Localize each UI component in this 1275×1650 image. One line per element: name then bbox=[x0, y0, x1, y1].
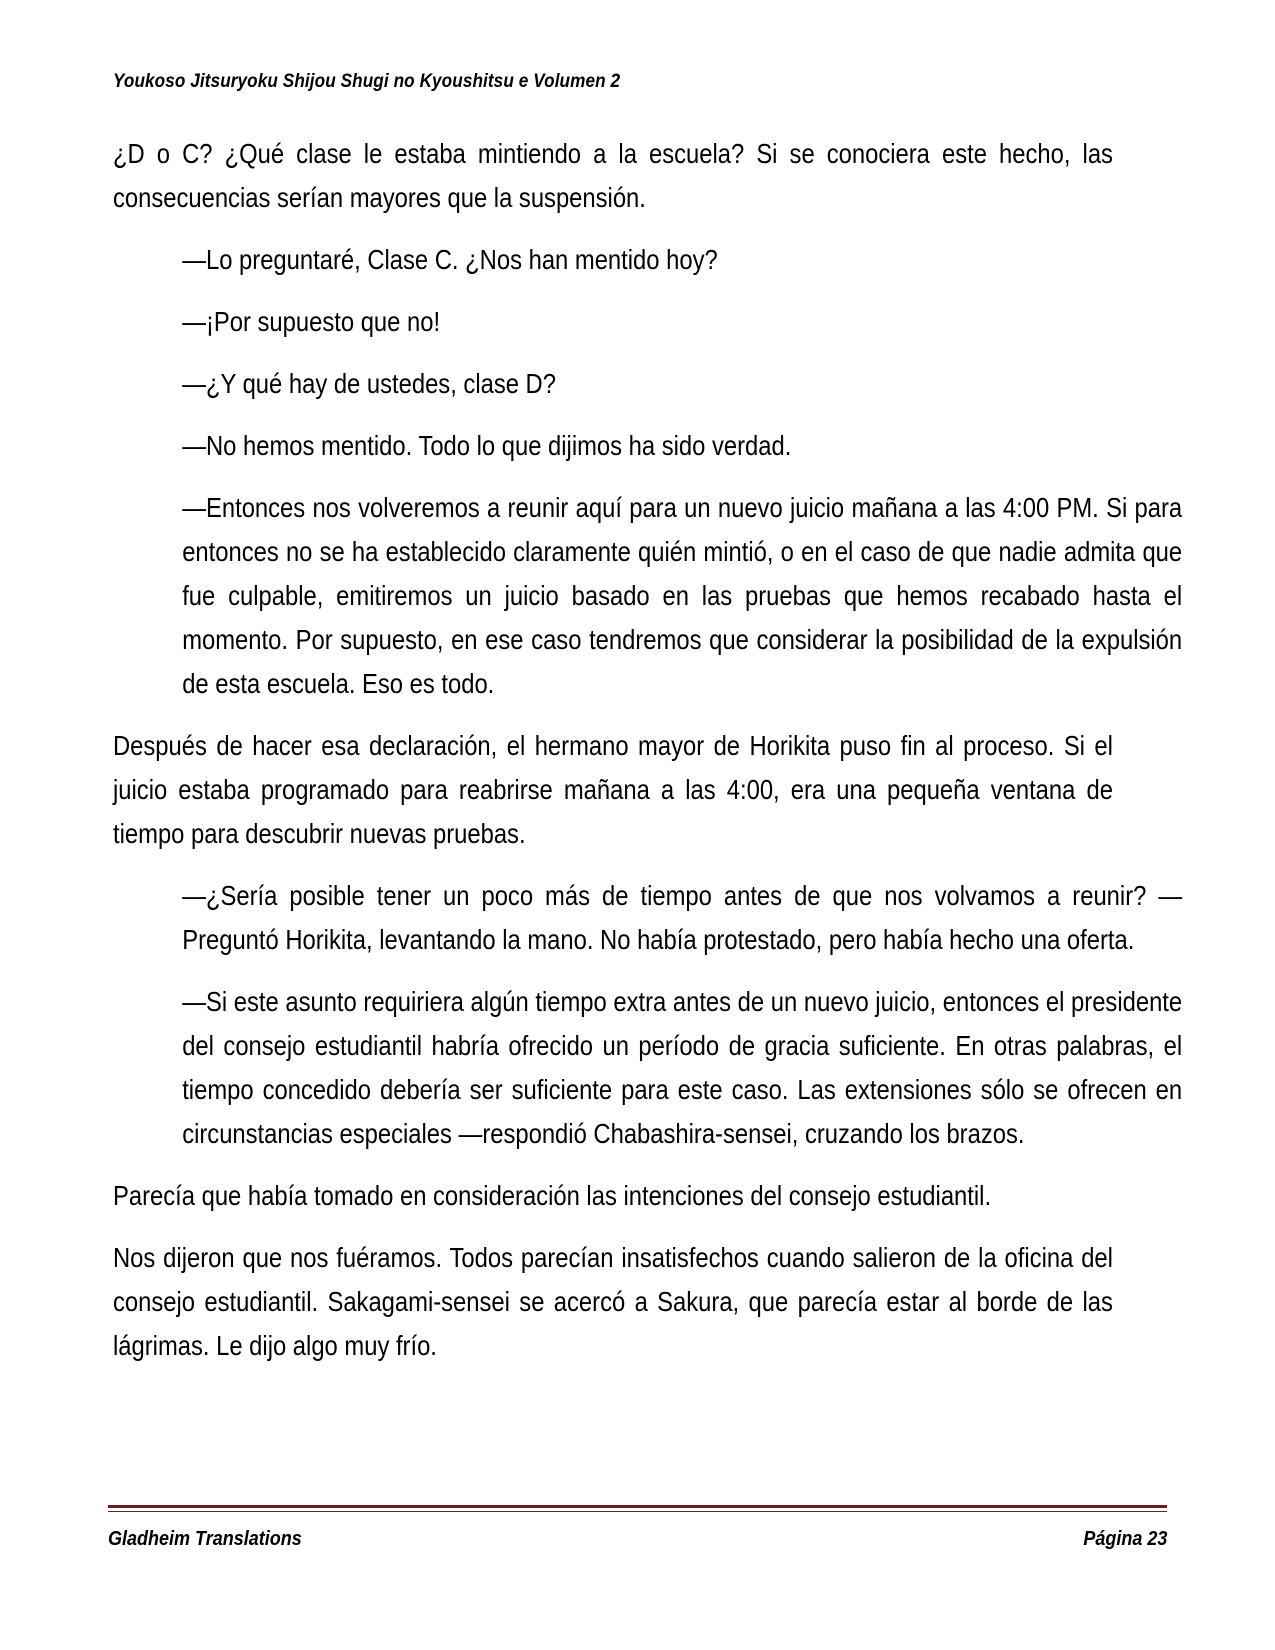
page-footer bbox=[108, 1505, 1167, 1551]
dialogue-paragraph: —Lo preguntaré, Clase C. ¿Nos han mentido hoy? bbox=[182, 244, 718, 275]
footer-row bbox=[108, 1528, 1167, 1551]
dialogue-paragraph: —¿Y qué hay de ustedes, clase D? bbox=[182, 368, 556, 399]
narration-paragraph: Nos dijeron que nos fuéramos. Todos parecían insatisfechos cuando salieron de la oficina del consejo estudiantil. Sakagami-sensei se acercó a Sakura, que parecía estar al borde de las lágrimas. Le dijo algo muy frío. bbox=[113, 1242, 1113, 1361]
page-header bbox=[113, 70, 1162, 100]
dialogue-paragraph: —No hemos mentido. Todo lo que dijimos ha sido verdad. bbox=[182, 430, 792, 461]
footer-translator-credit: Gladheim Translations bbox=[108, 1528, 302, 1550]
footer-divider-rule bbox=[108, 1505, 1167, 1512]
header-title: Youkoso Jitsuryoku Shijou Shugi no Kyoushitsu e Volumen 2 bbox=[113, 70, 621, 92]
dialogue-paragraph: —Si este asunto requiriera algún tiempo extra antes de un nuevo juicio, entonces el presidente del consejo estudiantil habría ofrecido un período de gracia suficiente. En otras palabras, el tiempo concedido debería ser suficiente para este caso. Las extensiones sólo se ofrecen en circunstancias especiales —respondió Chabashira-sensei, cruzando los brazos. bbox=[182, 986, 1183, 1149]
dialogue-paragraph: —Entonces nos volveremos a reunir aquí para un nuevo juicio mañana a las 4:00 PM. Si para entonces no se ha establecido claramente quién mintió, o en el caso de que nadie admita que fue culpable, emitiremos un juicio basado en las pruebas que hemos recabado hasta el momento. Por supuesto, en ese caso tendremos que considerar la posibilidad de la expulsión de esta escuela. Eso es todo. bbox=[182, 492, 1183, 699]
narration-paragraph: Después de hacer esa declaración, el hermano mayor de Horikita puso fin al proceso. Si el juicio estaba programado para reabrirse mañana a las 4:00, era una pequeña ventana de tiempo para descubrir nuevas pruebas. bbox=[113, 730, 1113, 849]
footer-page-number: Página 23 bbox=[1082, 1528, 1167, 1550]
dialogue-paragraph: —¡Por supuesto que no! bbox=[182, 306, 441, 337]
narration-paragraph: Parecía que había tomado en consideración las intenciones del consejo estudiantil. bbox=[113, 1180, 992, 1211]
narration-paragraph: ¿D o C? ¿Qué clase le estaba mintiendo a la escuela? Si se conociera este hecho, las consecuencias serían mayores que la suspensión. bbox=[113, 138, 1113, 213]
dialogue-paragraph: —¿Sería posible tener un poco más de tiempo antes de que nos volvamos a reunir? —Preguntó Horikita, levantando la mano. No había protestado, pero había hecho una oferta. bbox=[182, 880, 1183, 955]
page-body-text bbox=[113, 132, 1183, 1386]
